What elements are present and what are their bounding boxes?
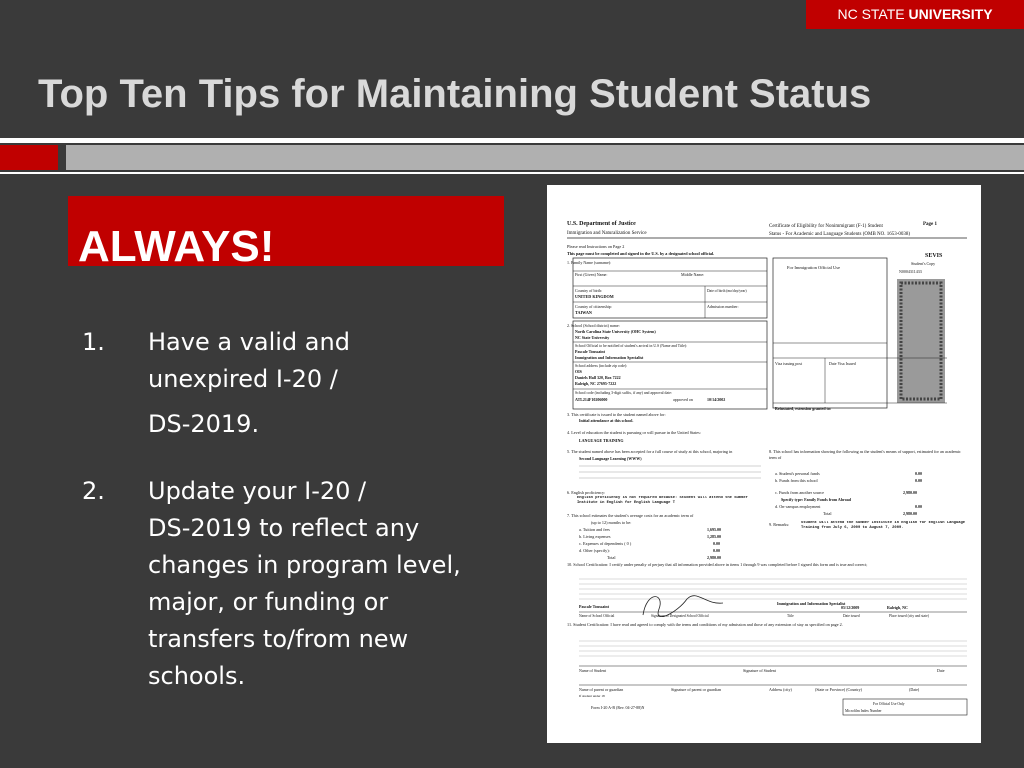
form-microfilm-index: Microfilm Index Number bbox=[845, 709, 882, 713]
form-number: Form I-20 A-B (Rev. 04-27-88)N bbox=[591, 705, 645, 710]
tip-item-1 bbox=[78, 324, 518, 443]
fund-label-c: c. Funds from another source bbox=[775, 490, 824, 495]
sig-label-place: Place issued (city and state) bbox=[889, 614, 929, 618]
fund-value-d: 0.00 bbox=[915, 504, 922, 509]
form-citizenship-label: Country of citizenship: bbox=[575, 304, 612, 309]
cost-label-b: b. Living expenses bbox=[579, 534, 611, 539]
sig-label-date: Date issued bbox=[843, 614, 860, 618]
form-item6: 6. English proficiency: bbox=[567, 490, 606, 495]
i20-form-image bbox=[547, 185, 981, 743]
fund-value-total: 2,980.00 bbox=[903, 511, 917, 516]
form-item6-value: English proficiency is not required because: Student will attend the Summer Institute in English for English Language T bbox=[577, 496, 748, 505]
tip-2-line-6: schools. bbox=[148, 662, 246, 690]
form-instructions: Please read Instructions on Page 2 bbox=[567, 244, 625, 249]
tip-2-line-4: major, or funding or bbox=[148, 588, 389, 616]
cost-label-a: a. Tuition and fees bbox=[579, 527, 610, 532]
title-divider-gray-bar bbox=[66, 145, 1024, 170]
form-address-label: School address (include zip code): bbox=[575, 364, 628, 368]
cost-label-c: c. Expenses of dependents ( 0 ) bbox=[579, 541, 632, 546]
tip-2-line-3: changes in program level, bbox=[148, 551, 461, 579]
cost-label-total: Total bbox=[607, 555, 616, 560]
form-first-label: First (Given) Name: bbox=[575, 272, 608, 277]
parent-sig-state: (State or Province) (Country) bbox=[815, 687, 862, 692]
title-divider-red-accent bbox=[0, 145, 58, 170]
university-brand-badge bbox=[806, 0, 1024, 29]
form-item8: 8. This school has information showing the following as the student's means of support, estimated for an academic term of bbox=[769, 449, 961, 460]
form-address2: Daniels Hall 320, Box 7222 bbox=[575, 375, 621, 380]
form-school-value1: North Carolina State University (OHC System) bbox=[575, 329, 656, 334]
parent-sig-signature: Signature of parent or guardian bbox=[671, 687, 721, 692]
parent-sig-date: (Date) bbox=[909, 687, 920, 692]
parent-sig-address: Address (city) bbox=[769, 687, 792, 692]
student-sig-name: Name of Student bbox=[579, 668, 607, 673]
tip-item-2 bbox=[78, 473, 518, 695]
sig-label-title: Title bbox=[787, 614, 794, 618]
fund-label-d: d. On-campus employment bbox=[775, 504, 821, 509]
form-item5-major: Second Language Learning (WWW) bbox=[579, 456, 642, 461]
fund-value-c: 2,980.00 bbox=[903, 490, 917, 495]
form-funds-table bbox=[775, 471, 922, 516]
form-admission-label: Admission number: bbox=[707, 304, 739, 309]
fund-value-b: 0.00 bbox=[915, 478, 922, 483]
tip-number-2: 2. bbox=[82, 477, 105, 505]
brand-suffix: UNIVERSITY bbox=[908, 6, 993, 22]
cost-value-total: 2,980.00 bbox=[707, 555, 721, 560]
always-heading: ALWAYS! bbox=[78, 222, 275, 271]
title-divider-top bbox=[0, 138, 1024, 143]
form-cert-place: Raleigh, NC bbox=[887, 605, 908, 610]
form-visa-post: Visa issuing post bbox=[775, 361, 803, 366]
form-item7-months: (up to 12) months to be: bbox=[591, 520, 632, 525]
tips-list bbox=[78, 324, 518, 695]
form-sevis-id: N0004311433 bbox=[899, 269, 922, 274]
form-item9: 9. Remarks: bbox=[769, 522, 790, 527]
form-code-label: School code (including 3-digit suffix, if any) and approval date: bbox=[575, 391, 672, 395]
form-students-copy: Student's Copy bbox=[911, 261, 936, 266]
form-if-under: If student under 18 bbox=[579, 694, 605, 698]
form-item7: 7. This school estimates the student's average costs for an academic term of bbox=[567, 513, 694, 518]
form-birth-label: Country of birth: bbox=[575, 288, 603, 293]
tip-1-extra: DS-2019. bbox=[148, 410, 260, 438]
fund-value-a: 0.00 bbox=[915, 471, 922, 476]
form-middle-label: Middle Name: bbox=[681, 272, 705, 277]
form-cert-name: Pascale Toussaint bbox=[579, 604, 609, 609]
form-school-value2: NC State University bbox=[575, 335, 610, 340]
sig-label-name: Name of School Official bbox=[579, 614, 615, 618]
fund-label-a: a. Student's personal funds bbox=[775, 471, 820, 476]
form-item3: 3. This certificate is issued to the student named above for: bbox=[567, 412, 666, 417]
form-code-value: ATL214F10206000 bbox=[575, 397, 608, 402]
form-official-name: Pascale Toussaint bbox=[575, 349, 605, 354]
form-sig-labels bbox=[579, 614, 930, 618]
form-official-use: For Immigration Official Use bbox=[787, 265, 841, 270]
fund-specify-type: Specify type: Family Funds from Abroad bbox=[781, 497, 851, 502]
tip-number-1: 1. bbox=[82, 328, 105, 356]
tip-2-line-1: Update your I-20 / bbox=[148, 477, 367, 505]
i20-form-svg bbox=[547, 185, 981, 743]
brand-prefix: NC STATE bbox=[837, 6, 905, 22]
form-must-complete: This page must be completed and signed in the U.S. by a designated school official. bbox=[567, 251, 715, 256]
form-birth-value: UNITED KINGDOM bbox=[575, 294, 614, 299]
form-service: Immigration and Naturalization Service bbox=[567, 231, 647, 236]
form-approved-on: approved on bbox=[673, 397, 693, 402]
tip-1-line-1: Have a valid and bbox=[148, 328, 350, 356]
tip-2-line-5: transfers to/from new bbox=[148, 625, 409, 653]
cost-label-d: d. Other (specify): bbox=[579, 548, 610, 553]
sig-label-signature: Signature of Designated School Official bbox=[651, 614, 709, 618]
form-item9-value: Student will attend the Summer Institute in English for English Language Training from July 6, 2009 to August 7, 2009. bbox=[801, 521, 966, 530]
form-notify-label: School Official to be notified of student's arrival in U.S (Name and Title): bbox=[575, 344, 688, 348]
form-dept: U.S. Department of Justice bbox=[567, 221, 636, 227]
tip-1-line-2: unexpired I-20 / bbox=[148, 365, 338, 393]
form-page: Page 1 bbox=[923, 222, 938, 227]
title-divider-bottom bbox=[0, 172, 1024, 174]
fund-label-total: Total bbox=[823, 511, 832, 516]
form-school-label: 2. School (School district) name: bbox=[567, 323, 620, 328]
form-visa-date: Date Visa Issued bbox=[829, 361, 856, 366]
fund-label-b: b. Funds from this school bbox=[775, 478, 818, 483]
form-reinstated: Reinstated, extension granted to: bbox=[775, 406, 832, 411]
form-cert-title-value: Immigration and Information Specialist bbox=[777, 601, 846, 606]
form-official-title: Immigration and Information Specialist bbox=[575, 355, 644, 360]
form-costs-table bbox=[579, 527, 721, 560]
form-item5: 5. The student named above has been accepted for a full course of study at this school, majoring in bbox=[567, 449, 733, 454]
student-sig-date: Date bbox=[937, 668, 945, 673]
form-sevis: SEVIS bbox=[925, 253, 943, 259]
form-item3-value: Initial attendance at this school. bbox=[579, 418, 634, 423]
cost-value-d: 0.00 bbox=[713, 548, 720, 553]
form-cert-sub: Status - For Academic and Language Students (OMB NO. 1653-0038) bbox=[769, 232, 911, 237]
form-cert-title: Certificate of Eligibility for Nonimmigrant (F-1) Student bbox=[769, 224, 883, 229]
form-approved-date: 10/14/2002 bbox=[707, 397, 726, 402]
form-address1: OIS bbox=[575, 369, 582, 374]
form-barcode bbox=[897, 279, 945, 403]
form-item10: 10. School Certification: I certify under penalty of perjury that all information provided above in items 1 through 9 was completed before I signed this form and is true and correct; bbox=[567, 562, 868, 567]
form-address3: Raleigh, NC 27695-7222 bbox=[575, 381, 617, 386]
cost-value-c: 0.00 bbox=[713, 541, 720, 546]
parent-sig-name: Name of parent or guardian bbox=[579, 687, 624, 692]
form-family-label: 1. Family Name (surname): bbox=[567, 260, 612, 265]
slide-title: Top Ten Tips for Maintaining Student Status bbox=[38, 72, 872, 116]
form-item4: 4. Level of education the student is pursuing or will pursue in the United States: bbox=[567, 430, 701, 435]
form-item11: 11. Student Certification: I have read and agreed to comply with the terms and conditions of my admission and those of any extension of stay as specified on page 2. bbox=[567, 622, 843, 627]
form-dob-label: Date of birth (mo/day/year) bbox=[707, 289, 747, 293]
form-item4-value: LANGUAGE TRAINING bbox=[579, 438, 624, 443]
form-microfilm: For Official Use Only bbox=[873, 702, 905, 706]
form-cert-date: 05/12/2009 bbox=[841, 605, 860, 610]
cost-value-b: 1,285.00 bbox=[707, 534, 721, 539]
tip-2-line-2: DS-2019 to reflect any bbox=[148, 514, 420, 542]
student-sig-signature: Signature of Student bbox=[743, 668, 776, 673]
cost-value-a: 1,695.00 bbox=[707, 527, 721, 532]
form-citizenship-value: TAIWAN bbox=[575, 310, 592, 315]
